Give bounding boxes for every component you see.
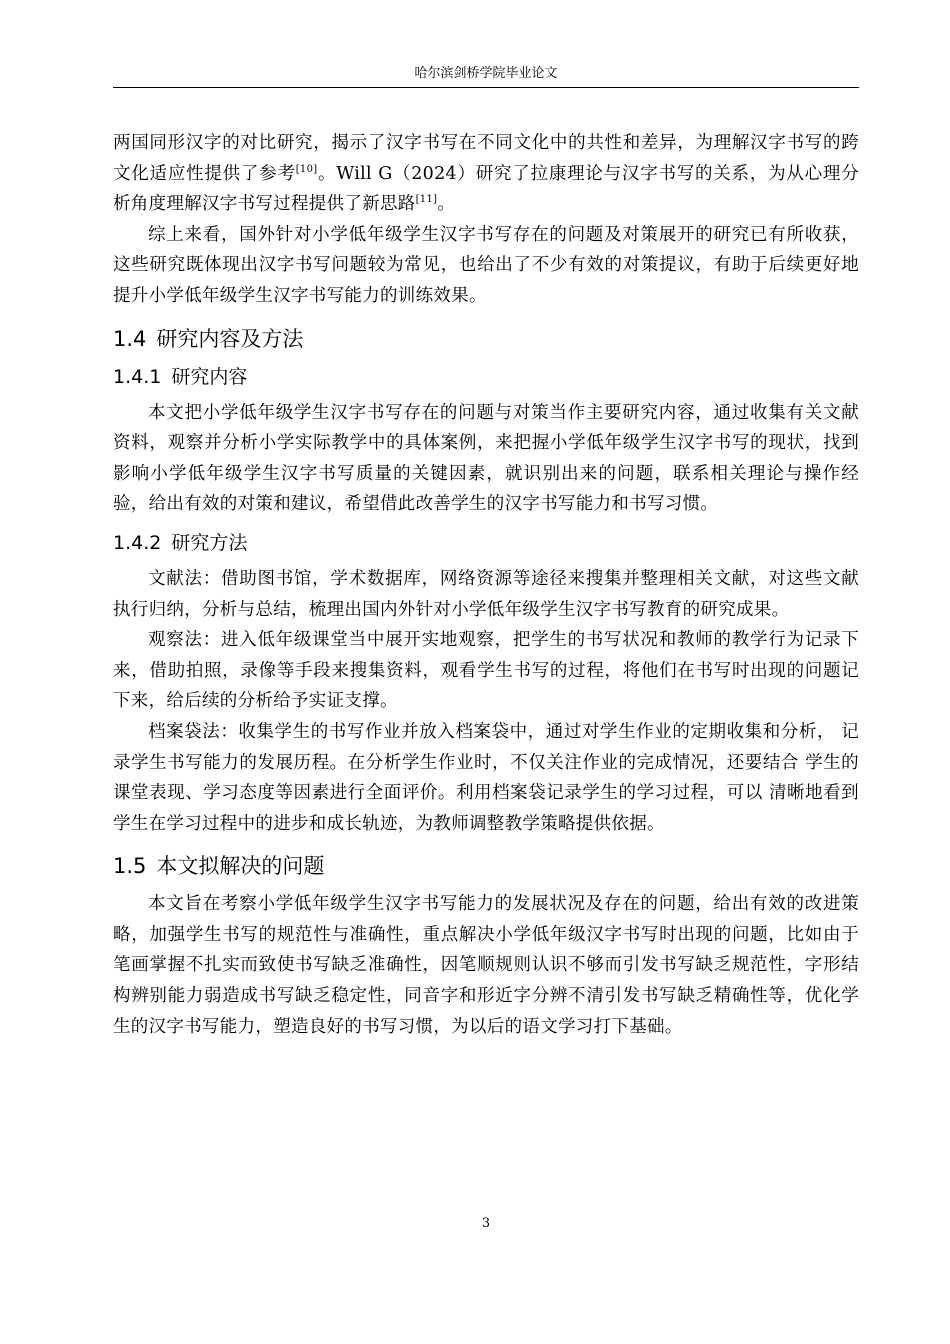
section-number: 1.4 xyxy=(113,326,147,351)
running-header: 哈尔滨剑桥学院毕业论文 xyxy=(414,66,558,81)
section-heading-1-4 xyxy=(113,324,859,354)
method-observation-paragraph: 观察法：进入低年级课堂当中展开实地观察，把学生的书写状况和教师的教学行为记录下来，借助拍照，录像等手段来搜集资料，观看学生书写的过程，将他们在书写时出现的问题记下来，给后续的分析给予实证支撑。 xyxy=(113,630,859,712)
section-title: 本文拟解决的问题 xyxy=(156,854,325,879)
section-number: 1.5 xyxy=(113,854,147,879)
page-body xyxy=(113,128,859,1042)
subsection-number: 1.4.2 xyxy=(113,531,162,554)
research-content-paragraph: 本文把小学低年级学生汉字书写存在的问题与对策当作主要研究内容，通过收集有关文献资料，观察并分析小学实际教学中的具体案例，来把握小学低年级学生汉字书写的现状，找到影响小学低年级学生汉字书写质量的关键因素，就识别出来的问题，联系相关理论与操作经验，给出有效的对策和建议，希望借此改善学生的汉字书写能力和书写习惯。 xyxy=(113,402,859,515)
header-divider xyxy=(113,87,859,88)
subsection-heading-1-4-1 xyxy=(113,362,859,392)
subsection-title: 研究方法 xyxy=(171,531,248,554)
problems-paragraph: 本文旨在考察小学低年级学生汉字书写能力的发展状况及存在的问题，给出有效的改进策略，加强学生书写的规范性与准确性，重点解决小学低年级汉字书写时出现的问题，比如由于笔画掌握不扎实而致使书写缺乏准确性，因笔顺规则认识不够而引发书写缺乏规范性，字形结构辨别能力弱造成书写缺乏稳定性，同音字和形近字分辨不清引发书写缺乏精确性等，优化学生的汉字书写能力，塑造良好的书写习惯，为以后的语文学习打下基础。 xyxy=(113,894,859,1037)
page-number: 3 xyxy=(481,1216,491,1231)
citation-10: [10] xyxy=(295,163,318,175)
continuation-paragraph xyxy=(113,128,859,220)
subsection-title: 研究内容 xyxy=(171,365,248,388)
method-literature-paragraph: 文献法：借助图书馆，学术数据库，网络资源等途径来搜集并整理相关文献，对这些文献执行归纳，分析与总结，梳理出国内外针对小学低年级学生汉字书写教育的研究成果。 xyxy=(113,568,859,620)
method-portfolio-paragraph: 档案袋法：收集学生的书写作业并放入档案袋中，通过对学生作业的定期收集和分析， 记录学生书写能力的发展历程。在分析学生作业时，不仅关注作业的完成情况，还要结合 学生的课堂表现、学习态度等因素进行全面评价。利用档案袋记录学生的学习过程，可以 清晰地看到学生在学习过程中的进步和成长轨迹，为教师调整教学策略提供依据。 xyxy=(113,721,859,834)
continuation-text-1: 两国同形汉字的对比研究，揭示了汉字书写在不同文化中的共性和差异，为理解汉字书写的跨文化适应性提供了参考 xyxy=(113,133,859,184)
section-heading-1-5 xyxy=(113,851,859,881)
subsection-number: 1.4.1 xyxy=(113,365,162,388)
continuation-text-2: 。Will G（2024）研究了拉康理论与汉字书写的关系，为从心理分析角度理解汉字书写过程提供了新思路 xyxy=(113,163,859,215)
section-title: 研究内容及方法 xyxy=(156,326,304,351)
citation-11: [11] xyxy=(415,194,438,206)
summary-paragraph: 综上来看，国外针对小学低年级学生汉字书写存在的问题及对策展开的研究已有所收获，这些研究既体现出汉字书写问题较为常见，也给出了不少有效的对策提议，有助于后续更好地提升小学低年级学生汉字书写能力的训练效果。 xyxy=(113,224,859,306)
subsection-heading-1-4-2 xyxy=(113,528,859,558)
continuation-text-3: 。 xyxy=(437,194,456,215)
